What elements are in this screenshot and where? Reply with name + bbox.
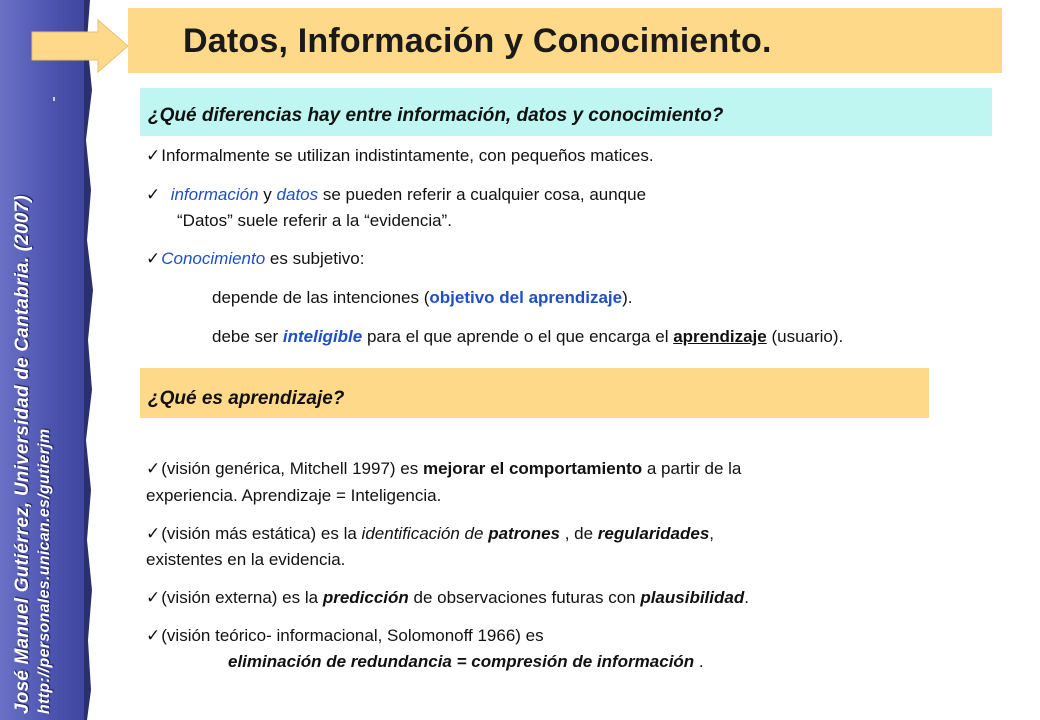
- author-url: http://personales.unican.es/gutierjm: [36, 428, 53, 714]
- knowledge-detail-intelligible: debe ser inteligible para el que aprende o el que encarga el aprendizaje (usuario).: [212, 327, 844, 346]
- sidebar-torn-edge: [84, 0, 106, 720]
- check-mark-icon: ✓: [146, 249, 161, 268]
- page-title: Datos, Información y Conocimiento.: [183, 22, 772, 60]
- check-mark-icon: ✓: [146, 146, 161, 165]
- bullet-generic-view-line2: experiencia. Aprendizaje = Inteligencia.: [146, 486, 442, 505]
- right-arrow-icon: [30, 18, 130, 74]
- bullet-info-data: ✓ información y datos se pueden referir a cualquier cosa, aunque: [146, 185, 647, 204]
- question-differences-text: ¿Qué diferencias hay entre información, datos y conocimiento?: [148, 105, 724, 126]
- institution-name: Universidad de Cantabria. (2007): [12, 195, 33, 497]
- bullet-information-view: ✓(visión teórico- informacional, Solomonoff 1966) es: [146, 626, 544, 645]
- bullet-external-view: ✓(visión externa) es la predicción de observaciones futuras con plausibilidad.: [146, 588, 749, 607]
- check-mark-icon: ✓: [146, 626, 161, 645]
- check-mark-icon: ✓: [146, 459, 161, 478]
- sidebar-credit: [12, 195, 54, 714]
- check-mark-icon: ✓: [146, 524, 161, 543]
- check-mark-icon: ✓: [146, 588, 161, 607]
- dot-mark: [53, 97, 55, 101]
- question-learning-text: ¿Qué es aprendizaje?: [148, 388, 345, 409]
- bullet-static-view-line2: existentes en la evidencia.: [146, 550, 346, 569]
- bullet-knowledge: ✓Conocimiento es subjetivo:: [146, 249, 365, 268]
- knowledge-detail-intentions: depende de las intenciones (objetivo del aprendizaje).: [212, 288, 633, 307]
- bullet-info-data-line2: “Datos” suele referir a la “evidencia”.: [177, 211, 452, 230]
- author-name: José Manuel Gutiérrez,: [12, 496, 33, 714]
- bullet-static-view: ✓(visión más estática) es la identificación de patrones , de regularidades,: [146, 524, 715, 543]
- bullet-generic-view: ✓(visión genérica, Mitchell 1997) es mejorar el comportamiento a partir de la: [146, 459, 742, 478]
- bullet-informal: ✓Informalmente se utilizan indistintamente, con pequeños matices.: [146, 146, 654, 165]
- question-banner-differences: [140, 88, 992, 136]
- check-mark-icon: ✓: [146, 185, 161, 204]
- bullet-information-view-line2: eliminación de redundancia = compresión de información .: [228, 652, 704, 671]
- question-banner-learning: [140, 368, 929, 418]
